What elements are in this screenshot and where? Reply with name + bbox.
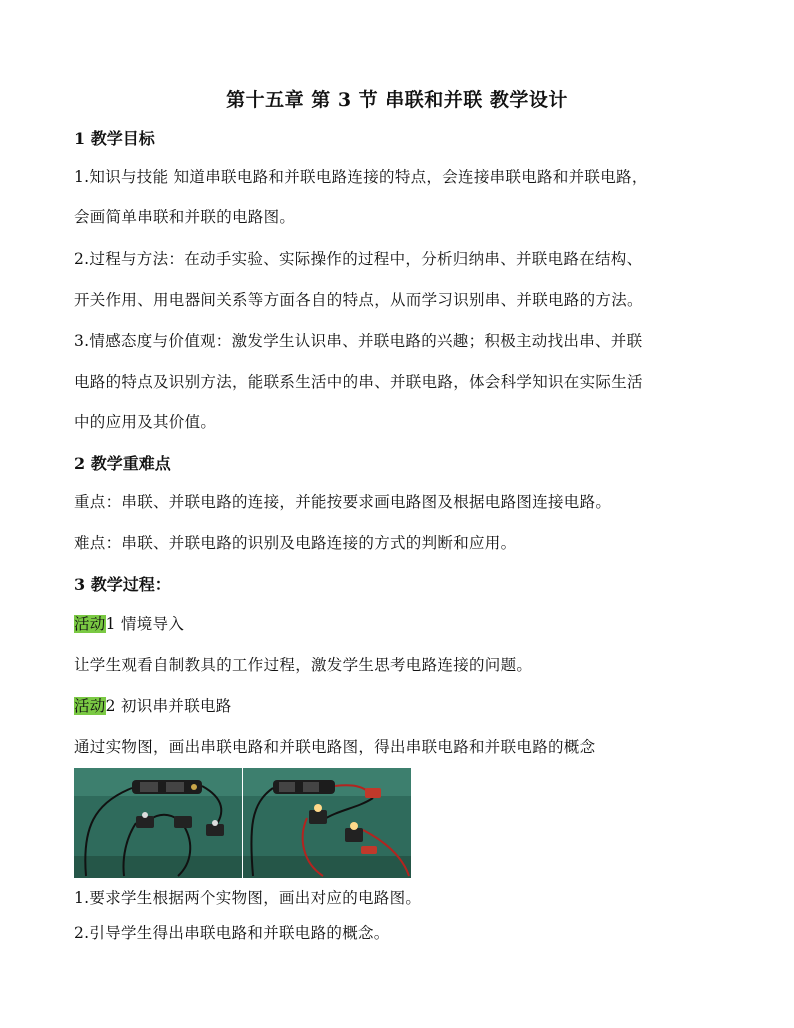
section-heading-keypoints: 2 教学重难点 (74, 454, 171, 473)
objective-line-4: 开关作用、用电器间关系等方面各自的特点，从而学习识别串、并联电路的方法。 (74, 291, 643, 309)
activity-1-tag: 活动 (74, 615, 106, 633)
activity-2-text: 通过实物图，画出串联电路和并联电路图，得出串联电路和并联电路的概念 (74, 738, 596, 756)
activity-1-text: 让学生观看自制教具的工作过程，激发学生思考电路连接的问题。 (74, 656, 533, 674)
objective-line-7: 中的应用及其价值。 (74, 413, 217, 431)
objective-line-5: 3.情感态度与价值观：激发学生认识串、并联电路的兴趣；积极主动找出串、并联 (74, 332, 643, 350)
activity-1-title: 1 情境导入 (105, 615, 185, 633)
activity-2-step-2: 2.引导学生得出串联电路和并联电路的概念。 (74, 924, 390, 942)
objective-line-6: 电路的特点及识别方法，能联系生活中的串、并联电路，体会科学知识在实际生活 (74, 373, 643, 391)
keypoint-line-1: 重点：串联、并联电路的连接，并能按要求画电路图及根据电路图连接电路。 (74, 493, 612, 511)
activity-2-title: 2 初识串并联电路 (105, 697, 232, 715)
page-title: 第十五章 第 3 节 串联和并联 教学设计 (226, 89, 568, 111)
series-circuit-photo (74, 768, 242, 878)
section-heading-process: 3 教学过程： (74, 575, 171, 594)
parallel-circuit-photo (243, 768, 411, 878)
section-heading-objectives: 1 教学目标 (74, 129, 155, 148)
keypoint-line-2: 难点：串联、并联电路的识别及电路连接的方式的判断和应用。 (74, 534, 517, 552)
activity-2-step-1: 1.要求学生根据两个实物图，画出对应的电路图。 (74, 889, 422, 907)
activity-1-heading (74, 612, 184, 634)
objective-line-2: 会画简单串联和并联的电路图。 (74, 208, 296, 226)
objective-line-3: 2.过程与方法：在动手实验、实际操作的过程中，分析归纳串、并联电路在结构、 (74, 250, 643, 268)
activity-2-heading (74, 694, 232, 716)
objective-line-1: 1.知识与技能 知道串联电路和并联电路连接的特点，会连接串联电路和并联电路， (74, 168, 648, 186)
activity-2-tag: 活动 (74, 697, 106, 715)
